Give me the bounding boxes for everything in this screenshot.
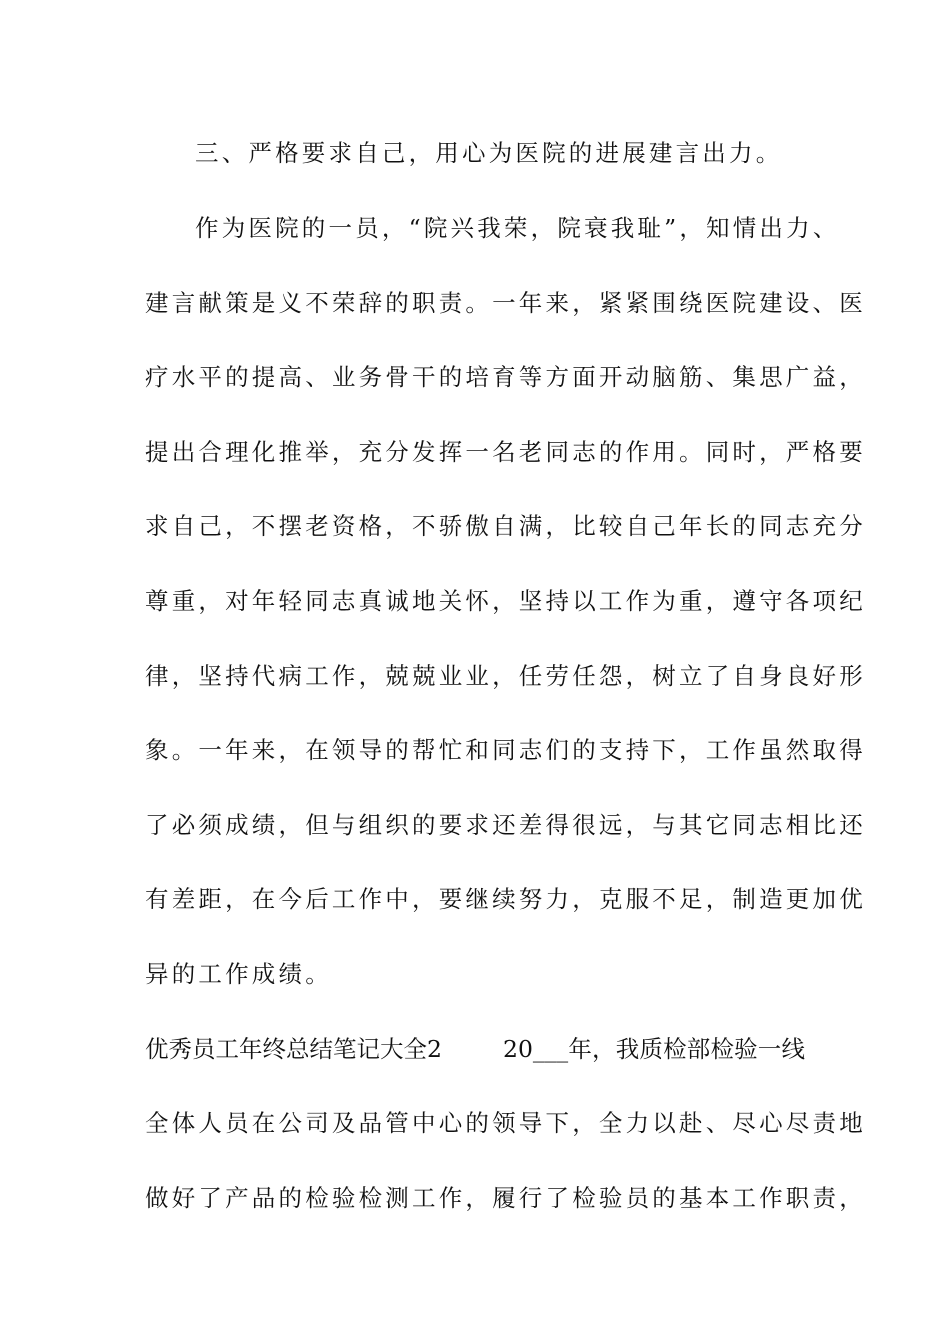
paragraph-line: 有差距，在今后工作中，要继续努力，克服不足，制造更加优 xyxy=(145,885,866,913)
paragraph-line: 尊重，对年轻同志真诚地关怀，坚持以工作为重，遵守各项纪 xyxy=(145,587,866,615)
paragraph-line: 全体人员在公司及品管中心的领导下，全力以赴、尽心尽责地 xyxy=(145,1109,866,1137)
paragraph-line: 作为医院的一员，“院兴我荣，院衰我耻”，知情出力、 xyxy=(195,214,840,242)
second-article-title: 优秀员工年终总结笔记大全2 xyxy=(145,1035,442,1063)
paragraph-line: 建言献策是义不荣辞的职责。一年来，紧紧围绕医院建设、医 xyxy=(145,289,866,317)
paragraph-line: 律，坚持代病工作，兢兢业业，任劳任怨，树立了自身良好形 xyxy=(145,662,866,690)
paragraph-line: 提出合理化推举，充分发挥一名老同志的作用。同时，严格要 xyxy=(145,438,866,466)
second-article-line-start: 20___年，我质检部检验一线 xyxy=(503,1035,805,1063)
paragraph-line: 做好了产品的检验检测工作，履行了检验员的基本工作职责， xyxy=(145,1184,866,1212)
paragraph-line: 求自己，不摆老资格，不骄傲自满，比较自己年长的同志充分 xyxy=(145,512,866,540)
paragraph-line: 了必须成绩，但与组织的要求还差得很远，与其它同志相比还 xyxy=(145,811,866,839)
paragraph-line: 异的工作成绩。 xyxy=(145,960,332,988)
paragraph-line: 疗水平的提高、业务骨干的培育等方面开动脑筋、集思广益， xyxy=(145,363,866,391)
second-article-first-line xyxy=(145,1029,805,1069)
section-three-heading: 三、严格要求自己，用心为医院的进展建言出力。 xyxy=(195,139,783,167)
paragraph-line: 象。一年来，在领导的帮忙和同志们的支持下，工作虽然取得 xyxy=(145,736,866,764)
